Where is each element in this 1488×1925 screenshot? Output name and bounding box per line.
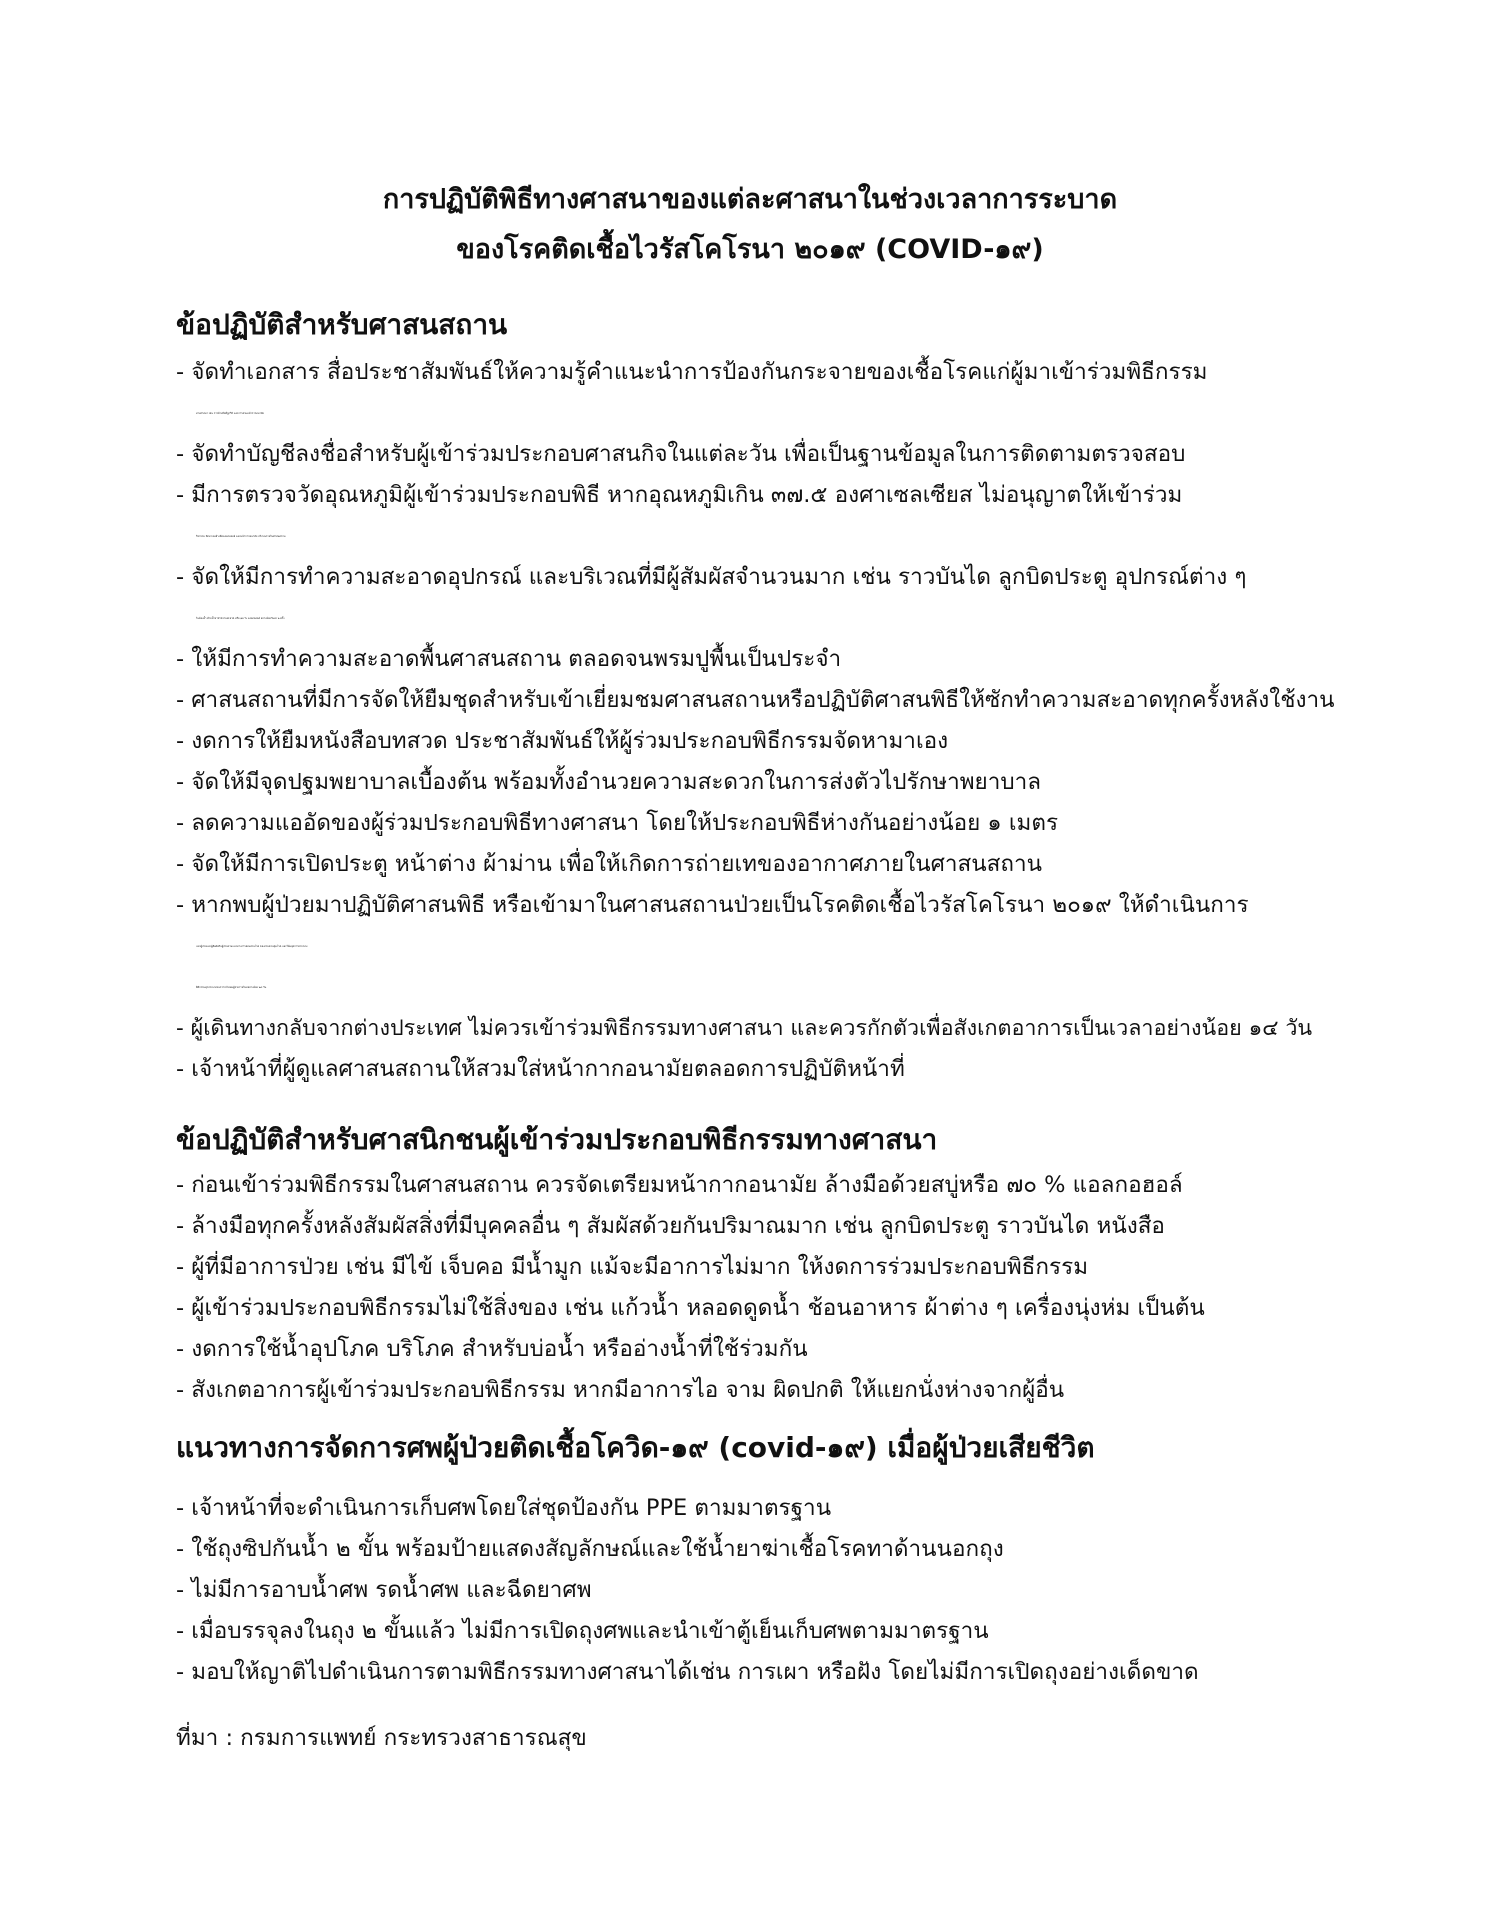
list-item-continuation: แยกผู้ป่วยและผู้สัมผัสกับผู้ป่วยตามแนวทางการสอบสวนโรค ของกรมควบคุมโรค และให้หยุดการประกอบ: [196, 945, 308, 948]
list-item-continuation: พิธีกรรมทุกประเภทจนกว่าจะไม่พบผู้ป่วยรายใหม่อย่างน้อย ๒๘ วัน: [196, 986, 267, 989]
list-item: - งดการให้ยืมหนังสือบทสวด ประชาสัมพันธ์ให้ผู้ร่วมประกอบพิธีกรรมจัดหามาเอง: [176, 728, 949, 754]
list-item: - ก่อนเข้าร่วมพิธีกรรมในศาสนสถาน ควรจัดเตรียมหน้ากากอนามัย ล้างมือด้วยสบู่หรือ ๗๐ % แอลกอฮอล์: [176, 1172, 1183, 1198]
list-item-continuation: กิจกรรม จัดหาเจลล้างมือแอลกอฮอล์ และหน้ากากอนามัย บริเวณภายในศาสนสถาน: [196, 535, 286, 538]
source-citation: ที่มา : กรมการแพทย์ กระทรวงสาธารณสุข: [176, 1725, 587, 1751]
list-item: - สังเกตอาการผู้เข้าร่วมประกอบพิธีกรรม หากมีอาการไอ จาม ผิดปกติ ให้แยกนั่งห่างจากผู้อื่น: [176, 1377, 1065, 1403]
document-title-line-1: การปฏิบัติพิธีทางศาสนาของแต่ละศาสนาในช่วงเวลาการระบาด: [382, 184, 1118, 215]
list-item: - งดการใช้น้ำอุปโภค บริโภค สำหรับบ่อน้ำ หรืออ่างน้ำที่ใช้ร่วมกัน: [176, 1336, 808, 1362]
list-item: - เจ้าหน้าที่ผู้ดูแลศาสนสถานให้สวมใส่หน้ากากอนามัยตลอดการปฏิบัติหน้าที่: [176, 1056, 905, 1082]
list-item: - ไม่มีการอาบน้ำศพ รดน้ำศพ และฉีดยาศพ: [176, 1577, 592, 1603]
list-item: - ลดความแออัดของผู้ร่วมประกอบพิธีทางศาสนา โดยให้ประกอบพิธีห่างกันอย่างน้อย ๑ เมตร: [176, 810, 1059, 836]
list-item: - ล้างมือทุกครั้งหลังสัมผัสสิ่งที่มีบุคคลอื่น ๆ สัมผัสด้วยกันปริมาณมาก เช่น ลูกบิดประตู ราวบันได หนังสือ: [176, 1213, 1165, 1239]
list-item-continuation: ทางศาสนา เช่น การล้างมือที่ถูกวิธี และการสวมหน้ากากอนามัย: [196, 412, 264, 415]
list-item: - ศาสนสถานที่มีการจัดให้ยืมชุดสำหรับเข้าเยี่ยมชมศาสนสถานหรือปฏิบัติศาสนพิธีให้ซักทำความสะอาดทุกครั้งหลังใช้งาน: [176, 687, 1335, 713]
list-item: - เจ้าหน้าที่จะดำเนินการเก็บศพโดยใส่ชุดป้องกัน PPE ตามมาตรฐาน: [176, 1495, 832, 1521]
list-item: - มีการตรวจวัดอุณหภูมิผู้เข้าร่วมประกอบพิธี หากอุณหภูมิเกิน ๓๗.๕ องศาเซลเซียส ไม่อนุญาตให้เข้าร่วม: [176, 482, 1183, 508]
section-heading-places-of-worship: ข้อปฏิบัติสำหรับศาสนสถาน: [176, 308, 508, 341]
section-heading-participants: ข้อปฏิบัติสำหรับศาสนิกชนผู้เข้าร่วมประกอบพิธีกรรมทางศาสนา: [176, 1123, 938, 1156]
list-item: - เมื่อบรรจุลงในถุง ๒ ขั้นแล้ว ไม่มีการเปิดถุงศพและนำเข้าตู้เย็นเก็บศพตามมาตรฐาน: [176, 1618, 989, 1644]
section-places-of-worship: [176, 352, 1336, 1090]
list-item-continuation: ในห้องน้ำ ด้วยน้ำยาทำความสะอาด หรือ ๗๐ % แอลกอฮอล์ อย่างน้อยวันละ ๒ ครั้ง: [196, 617, 285, 620]
list-item: - ใช้ถุงซิปกันน้ำ ๒ ขั้น พร้อมป้ายแสดงสัญลักษณ์และใช้น้ำยาฆ่าเชื้อโรคทาด้านนอกถุง: [176, 1536, 1004, 1562]
list-item: - ผู้เดินทางกลับจากต่างประเทศ ไม่ควรเข้าร่วมพิธีกรรมทางศาสนา และควรกักตัวเพื่อสังเกตอาการเป็นเวลาอย่างน้อย ๑๔ วัน: [176, 1016, 1313, 1041]
list-item: - จัดให้มีการเปิดประตู หน้าต่าง ผ้าม่าน เพื่อให้เกิดการถ่ายเทของอากาศภายในศาสนสถาน: [176, 851, 1042, 877]
section-body-management: [176, 1488, 1336, 1693]
list-item: - มอบให้ญาติไปดำเนินการตามพิธีกรรมทางศาสนาได้เช่น การเผา หรือฝัง โดยไม่มีการเปิดถุงอย่างเด็ดขาด: [176, 1659, 1199, 1685]
list-item: - จัดให้มีการทำความสะอาดอุปกรณ์ และบริเวณที่มีผู้สัมผัสจำนวนมาก เช่น ราวบันได ลูกบิดประตู อุปกรณ์ต่าง ๆ: [176, 564, 1247, 590]
section-heading-body-management: แนวทางการจัดการศพผู้ป่วยติดเชื้อโควิด-๑๙ (covid-๑๙) เมื่อผู้ป่วยเสียชีวิต: [176, 1431, 1095, 1464]
list-item: - จัดให้มีจุดปฐมพยาบาลเบื้องต้น พร้อมทั้งอำนวยความสะดวกในการส่งตัวไปรักษาพยาบาล: [176, 769, 1042, 795]
list-item: - ผู้ที่มีอาการป่วย เช่น มีไข้ เจ็บคอ มีน้ำมูก แม้จะมีอาการไม่มาก ให้งดการร่วมประกอบพิธีกรรม: [176, 1254, 1089, 1280]
list-item: - ผู้เข้าร่วมประกอบพิธีกรรมไม่ใช้สิ่งของ เช่น แก้วน้ำ หลอดดูดน้ำ ช้อนอาหาร ผ้าต่าง ๆ เครื่องนุ่งห่ม เป็นต้น: [176, 1295, 1205, 1321]
document-title-line-2: ของโรคติดเชื้อไวรัสโคโรนา ๒๐๑๙ (COVID-๑๙): [456, 234, 1044, 265]
list-item: - หากพบผู้ป่วยมาปฏิบัติศาสนพิธี หรือเข้ามาในศาสนสถานป่วยเป็นโรคติดเชื้อไวรัสโคโรนา ๒๐๑๙ ให้ดำเนินการ: [176, 892, 1249, 918]
list-item: - จัดทำบัญชีลงชื่อสำหรับผู้เข้าร่วมประกอบศาสนกิจในแต่ละวัน เพื่อเป็นฐานข้อมูลในการติดตามตรวจสอบ: [176, 441, 1186, 467]
list-item: - จัดทำเอกสาร สื่อประชาสัมพันธ์ให้ความรู้คำแนะนำการป้องกันกระจายของเชื้อโรคแก่ผู้มาเข้าร่วมพิธีกรรม: [176, 359, 1208, 385]
list-item: - ให้มีการทำความสะอาดพื้นศาสนสถาน ตลอดจนพรมปูพื้นเป็นประจำ: [176, 646, 842, 672]
section-participants: [176, 1165, 1336, 1411]
